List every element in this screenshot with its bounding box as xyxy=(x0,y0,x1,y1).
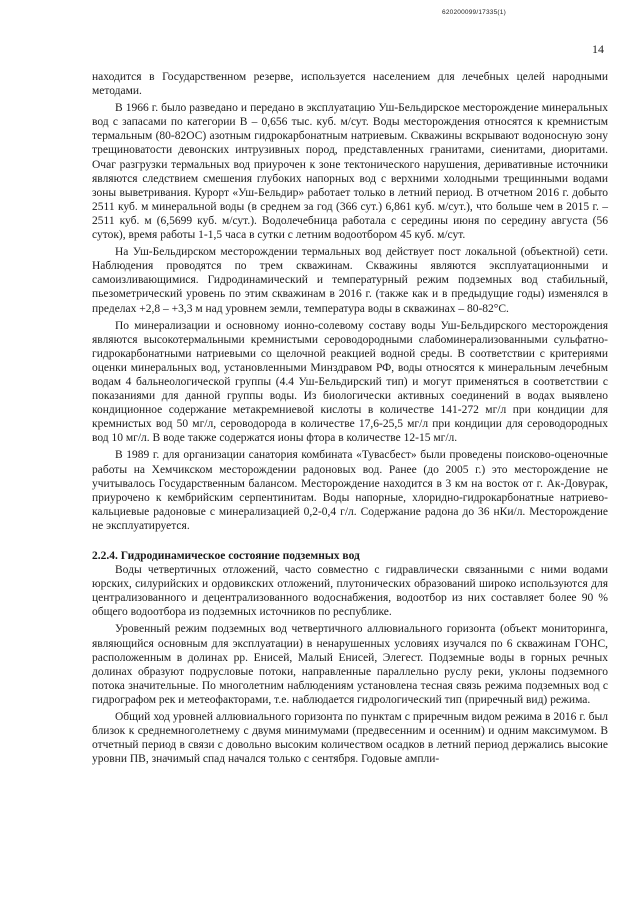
page-number: 14 xyxy=(592,42,604,56)
doc-code: 620200099/17335(1) xyxy=(442,9,506,16)
paragraph-ush-beldir-deposit: В 1966 г. было разведано и передано в эксплуатацию Уш-Бельдирское месторождение минеральных вод с запасами по категории В – 0,656 тыс. куб. м/сут. Воды месторождения относятся к кремнистым термальным (80-82ОС) азотным гидрокарбонатным натриевым. Скважины вскрывают водоносную зону трещиноватости девонских интрузивных пород, представленных гранитами, сиенитами, диоритами. Очаг разгрузки термальных вод приурочен к зоне тектонического нарушения, деривативные источники являются следствием смешения глубоких напорных вод с верхними холодными трещинными водами зоны выветривания. Курорт «Уш-Бельдир» работает только в летний период. В отчетном 2016 г. добыто 2511 куб. м минеральной воды (в среднем за год (366 сут.) 6,861 куб. м/сут.), что больше чем в 2015 г. – 2511 куб. м (6,5699 куб. м/сут.). Водолечебница работала с середины июня по середину августа (56 суток), время работы 1-1,5 часа в сутки с летним водоотбором 45 куб. м/сут. xyxy=(92,102,608,242)
paragraph-level-regime: Уровенный режим подземных вод четвертичного аллювиального горизонта (объект мониторинга, являющийся основным для эксплуатации) в ненарушенных условиях изучался по 6 скважинам ГОНС, расположенным в долинах рр. Енисей, Малый Енисей, Элегест. Подземные воды в горных речных долинах образуют подрусловые потоки, направленные параллельно руслу реки, уклоны подземного потока значительные. По многолетним наблюдениям установлена тесная связь режима подземных вод с гидрографом рек и метеофакторами, т.е. наблюдается гидрологический тип (приречный вид) режима. xyxy=(92,623,608,706)
section-heading: 2.2.4. Гидродинамическое состояние подземных вод xyxy=(92,550,360,562)
paragraph-continued: находится в Государственном резерве, используется населением для лечебных целей народными методами. xyxy=(92,71,608,98)
paragraph-radon-deposit: В 1989 г. для организации санатория комбината «Тувасбест» были проведены поисково-оценочные работы на Хемчикском месторождении радоновых вод. Ранее (до 2005 г.) это месторождение не учитывалось Государственным балансом. Месторождение находится в 3 км на восток от г. Ак-Довурак, приурочено к кембрийским серпентинитам. Воды напорные, хлоридно-гидрокарбонатные натриево-кальциевые радоновые с минерализацией 0,2-0,4 г/л. Содержание радона до 36 нКи/л. Месторождение не эксплуатируется. xyxy=(92,449,608,532)
paragraph-quaternary-waters: Воды четвертичных отложений, часто совместно с гидравлически связанными с ними водами юрских, силурийских и ордовикских отложений, плутонических образований широко используются для централизованного и децентрализованного водоснабжения, водоотбор из них составляет более 90 % общего водоотбора из подземных источников по республике. xyxy=(92,564,608,619)
paragraph-monitoring-post: На Уш-Бельдирском месторождении термальных вод действует пост локальной (объектной) сети. Наблюдения проводятся по трем скважинам. Скважины являются эксплуатационными и самоизливающимися. Гидродинамический и температурный режим подземных вод стабильный, пьезометрический уровень по этим скважинам в 2016 г. (также как и в предыдущие годы) изменялся в пределах +2,8 – +3,3 м над уровнем земли, температура воды в скважинах – 80-82°С. xyxy=(92,246,608,315)
paragraph-general-course: Общий ход уровней аллювиального горизонта по пунктам с приречным видом режима в 2016 г. был близок к среднемноголетнему с двумя минимумами (предвесенним и осенним) и одним максимумом. В отчетный период в связи с довольно высоким количеством осадков в летний период держались высокие уровни ПВ, значимый спад начался только с сентября. Годовые ампли- xyxy=(92,711,608,766)
paragraph-mineralization: По минерализации и основному ионно-солевому составу воды Уш-Бельдирского месторождения являются высокотермальными кремнистыми сероводородными слабоминерализованными сульфатно-гидрокарбонатными натриевыми со щелочной реакцией водной среды. В соответствии с критериями оценки минеральных вод, установленными Минздравом РФ, воды относятся к минеральным лечебным водам 4 бальнеологической группы (4.4 Уш-Бельдирский тип) и могут применяться в соответствии с показаниями для данной группы воды. Из биологически активных соединений в водах выявлено кондиционное содержание метакремниевой кислоты в количестве 141-272 мг/л при кондиции для кремнистых вод 50 мг/л, сероводорода в количестве 17,6-25,5 мг/л при кондиции для сероводородных вод 10 мг/л. В воде также содержатся ионы фтора в количестве 12-15 мг/л. xyxy=(92,319,608,445)
document-body xyxy=(92,70,608,766)
